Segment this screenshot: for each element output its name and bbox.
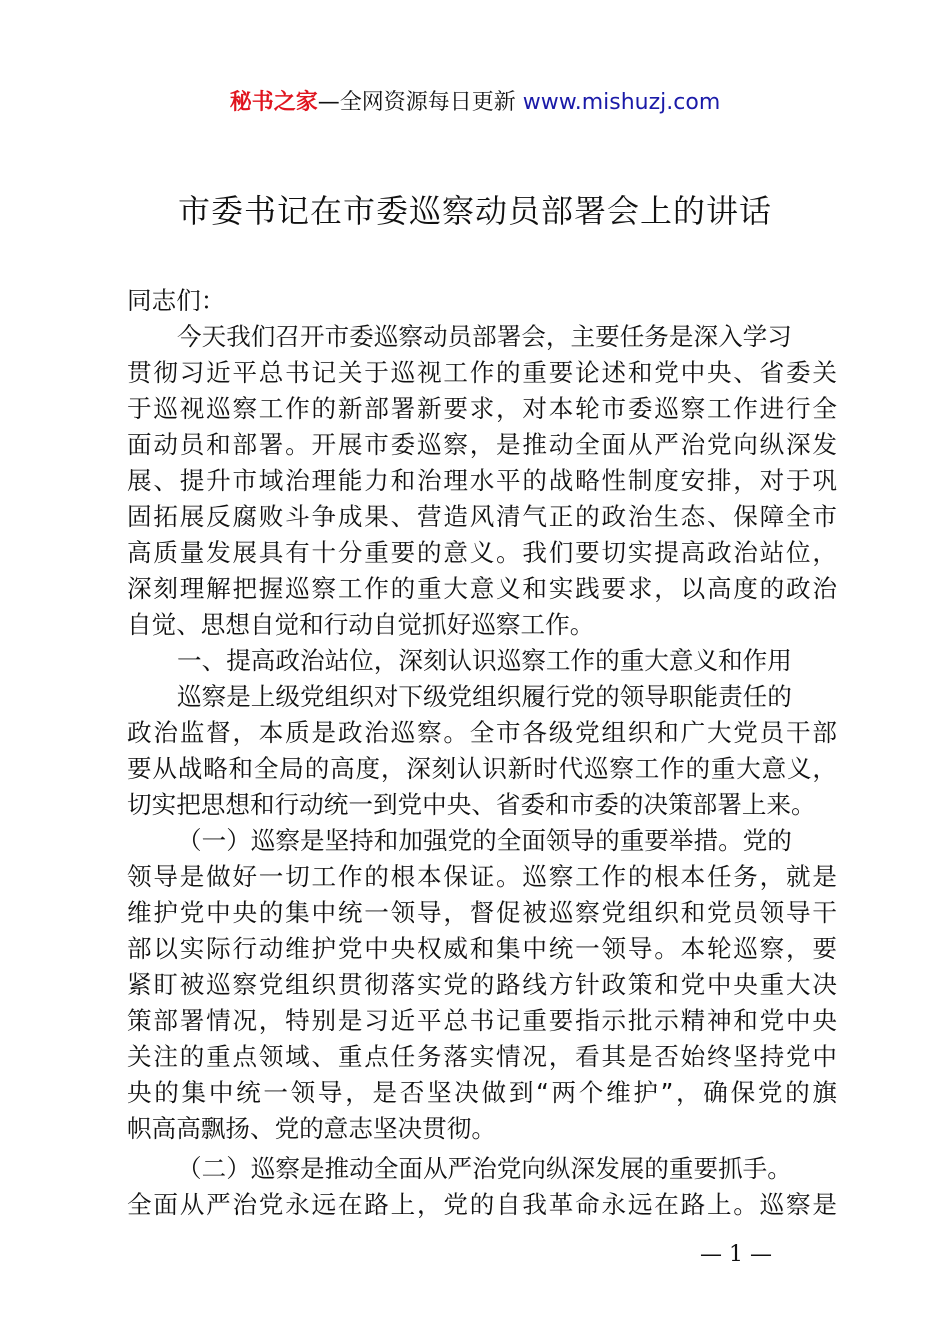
paragraph-line: 紧盯被巡察党组织贯彻落实党的路线方针政策和党中央重大决 bbox=[127, 970, 837, 999]
paragraph-line: 今天我们召开市委巡察动员部署会，主要任务是深入学习 bbox=[177, 322, 792, 351]
section-heading: 一、提高政治站位，深刻认识巡察工作的重大意义和作用 bbox=[177, 646, 792, 675]
paragraph-line: 于巡视巡察工作的新部署新要求，对本轮市委巡察工作进行全 bbox=[127, 394, 837, 423]
paragraph-line: 帜高高飘扬、党的意志坚决贯彻。 bbox=[127, 1114, 496, 1143]
subsection-heading: （一）巡察是坚持和加强党的全面领导的重要举措。党的 bbox=[177, 826, 792, 855]
subsection-heading: （二）巡察是推动全面从严治党向纵深发展的重要抓手。 bbox=[177, 1154, 792, 1183]
document-body bbox=[127, 283, 837, 1223]
header-tagline: —全网资源每日更新 bbox=[317, 90, 523, 115]
paragraph-line: 央的集中统一领导，是否坚决做到“两个维护”，确保党的旗 bbox=[127, 1078, 837, 1107]
paragraph-line: 领导是做好一切工作的根本保证。巡察工作的根本任务，就是 bbox=[127, 862, 837, 891]
paragraph-line: 面动员和部署。开展市委巡察，是推动全面从严治党向纵深发 bbox=[127, 430, 837, 459]
paragraph-line: 贯彻习近平总书记关于巡视工作的重要论述和党中央、省委关 bbox=[127, 358, 837, 387]
paragraph-line: 策部署情况，特别是习近平总书记重要指示批示精神和党中央 bbox=[127, 1006, 837, 1035]
salutation: 同志们： bbox=[127, 286, 226, 315]
site-header bbox=[0, 86, 950, 120]
paragraph-line: 深刻理解把握巡察工作的重大意义和实践要求，以高度的政治 bbox=[127, 574, 837, 603]
paragraph-line: 维护党中央的集中统一领导，督促被巡察党组织和党员领导干 bbox=[127, 898, 837, 927]
paragraph-line: 全面从严治党永远在路上，党的自我革命永远在路上。巡察是 bbox=[127, 1190, 837, 1219]
paragraph-line: 固拓展反腐败斗争成果、营造风清气正的政治生态、保障全市 bbox=[127, 502, 837, 531]
paragraph-line: 切实把思想和行动统一到党中央、省委和市委的决策部署上来。 bbox=[127, 790, 816, 819]
paragraph-line: 巡察是上级党组织对下级党组织履行党的领导职能责任的 bbox=[177, 682, 792, 711]
paragraph-line: 政治监督，本质是政治巡察。全市各级党组织和广大党员干部 bbox=[127, 718, 837, 747]
document-title: 市委书记在市委巡察动员部署会上的讲话 bbox=[177, 192, 772, 230]
page-number: — 1 — bbox=[700, 1242, 772, 1267]
paragraph-line: 高质量发展具有十分重要的意义。我们要切实提高政治站位， bbox=[127, 538, 837, 567]
paragraph-line: 自觉、思想自觉和行动自觉抓好巡察工作。 bbox=[127, 610, 595, 639]
paragraph-line: 要从战略和全局的高度，深刻认识新时代巡察工作的重大意义， bbox=[127, 754, 837, 783]
brand-name: 秘书之家 bbox=[229, 90, 318, 115]
site-url-link[interactable]: www.mishuzj.com bbox=[522, 90, 721, 115]
paragraph-line: 关注的重点领域、重点任务落实情况，看其是否始终坚持党中 bbox=[127, 1042, 837, 1071]
paragraph-line: 部以实际行动维护党中央权威和集中统一领导。本轮巡察，要 bbox=[127, 934, 837, 963]
paragraph-line: 展、提升市域治理能力和治理水平的战略性制度安排，对于巩 bbox=[127, 466, 837, 495]
